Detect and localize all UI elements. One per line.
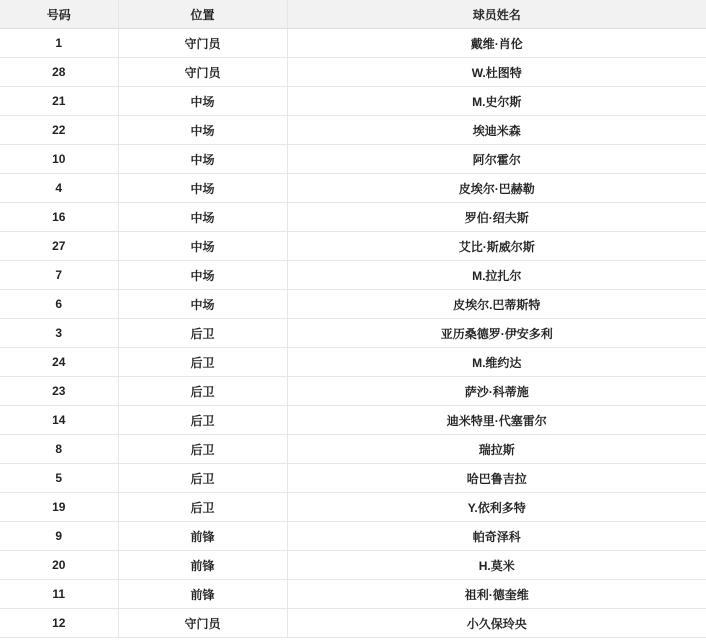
player-number-cell: 9	[0, 522, 118, 551]
player-position-cell: 中场	[118, 232, 287, 261]
player-position-cell: 中场	[118, 261, 287, 290]
player-position-cell: 后卫	[118, 493, 287, 522]
player-name-cell: 罗伯·绍夫斯	[287, 203, 706, 232]
player-number-cell: 22	[0, 116, 118, 145]
table-row	[0, 522, 706, 551]
player-name-cell: 埃迪米森	[287, 116, 706, 145]
column-header-player-name: 球员姓名	[287, 0, 706, 29]
player-number-cell: 5	[0, 464, 118, 493]
player-number-cell: 14	[0, 406, 118, 435]
player-position-cell: 中场	[118, 87, 287, 116]
player-name-cell: 阿尔霍尔	[287, 145, 706, 174]
player-name-cell: Y.依利多特	[287, 493, 706, 522]
table-body	[0, 29, 706, 638]
player-name-cell: 瑞拉斯	[287, 435, 706, 464]
player-position-cell: 前锋	[118, 522, 287, 551]
table-row	[0, 464, 706, 493]
table-row	[0, 290, 706, 319]
table-row	[0, 609, 706, 638]
table-row	[0, 319, 706, 348]
table-row	[0, 348, 706, 377]
player-position-cell: 前锋	[118, 580, 287, 609]
table-row	[0, 406, 706, 435]
player-number-cell: 11	[0, 580, 118, 609]
table-row	[0, 58, 706, 87]
table-row	[0, 116, 706, 145]
player-position-cell: 中场	[118, 290, 287, 319]
player-number-cell: 23	[0, 377, 118, 406]
table-header-row	[0, 0, 706, 29]
player-position-cell: 中场	[118, 203, 287, 232]
player-position-cell: 守门员	[118, 609, 287, 638]
table-row	[0, 232, 706, 261]
player-position-cell: 后卫	[118, 464, 287, 493]
player-position-cell: 中场	[118, 116, 287, 145]
player-position-cell: 守门员	[118, 29, 287, 58]
player-position-cell: 中场	[118, 174, 287, 203]
table-row	[0, 87, 706, 116]
table-row	[0, 377, 706, 406]
player-number-cell: 6	[0, 290, 118, 319]
player-name-cell: M.维约达	[287, 348, 706, 377]
player-position-cell: 后卫	[118, 377, 287, 406]
player-name-cell: H.莫米	[287, 551, 706, 580]
column-header-number: 号码	[0, 0, 118, 29]
player-name-cell: 帕奇泽科	[287, 522, 706, 551]
player-number-cell: 24	[0, 348, 118, 377]
player-name-cell: 祖利·德奎维	[287, 580, 706, 609]
player-number-cell: 3	[0, 319, 118, 348]
player-name-cell: 萨沙·科蒂施	[287, 377, 706, 406]
player-name-cell: 小久保玲央	[287, 609, 706, 638]
player-position-cell: 守门员	[118, 58, 287, 87]
player-number-cell: 10	[0, 145, 118, 174]
player-name-cell: 皮埃尔·巴赫勒	[287, 174, 706, 203]
player-position-cell: 前锋	[118, 551, 287, 580]
table-row	[0, 261, 706, 290]
table-row	[0, 145, 706, 174]
player-number-cell: 8	[0, 435, 118, 464]
player-number-cell: 7	[0, 261, 118, 290]
player-number-cell: 1	[0, 29, 118, 58]
player-number-cell: 28	[0, 58, 118, 87]
player-name-cell: 哈巴鲁吉拉	[287, 464, 706, 493]
player-position-cell: 中场	[118, 145, 287, 174]
player-position-cell: 后卫	[118, 319, 287, 348]
player-name-cell: 迪米特里·代塞雷尔	[287, 406, 706, 435]
player-name-cell: 皮埃尔.巴蒂斯特	[287, 290, 706, 319]
player-name-cell: 亚历桑德罗·伊安多利	[287, 319, 706, 348]
table-row	[0, 29, 706, 58]
player-position-cell: 后卫	[118, 435, 287, 464]
player-name-cell: W.杜图特	[287, 58, 706, 87]
player-number-cell: 20	[0, 551, 118, 580]
player-name-cell: M.拉扎尔	[287, 261, 706, 290]
player-number-cell: 16	[0, 203, 118, 232]
player-number-cell: 19	[0, 493, 118, 522]
table-row	[0, 580, 706, 609]
player-name-cell: 艾比·斯威尔斯	[287, 232, 706, 261]
table-row	[0, 435, 706, 464]
column-header-position: 位置	[118, 0, 287, 29]
table-row	[0, 493, 706, 522]
player-name-cell: M.史尔斯	[287, 87, 706, 116]
player-name-cell: 戴维·肖伦	[287, 29, 706, 58]
table-row	[0, 203, 706, 232]
player-number-cell: 21	[0, 87, 118, 116]
player-position-cell: 后卫	[118, 348, 287, 377]
table-row	[0, 174, 706, 203]
player-number-cell: 27	[0, 232, 118, 261]
player-position-cell: 后卫	[118, 406, 287, 435]
table-row	[0, 551, 706, 580]
player-number-cell: 4	[0, 174, 118, 203]
player-number-cell: 12	[0, 609, 118, 638]
